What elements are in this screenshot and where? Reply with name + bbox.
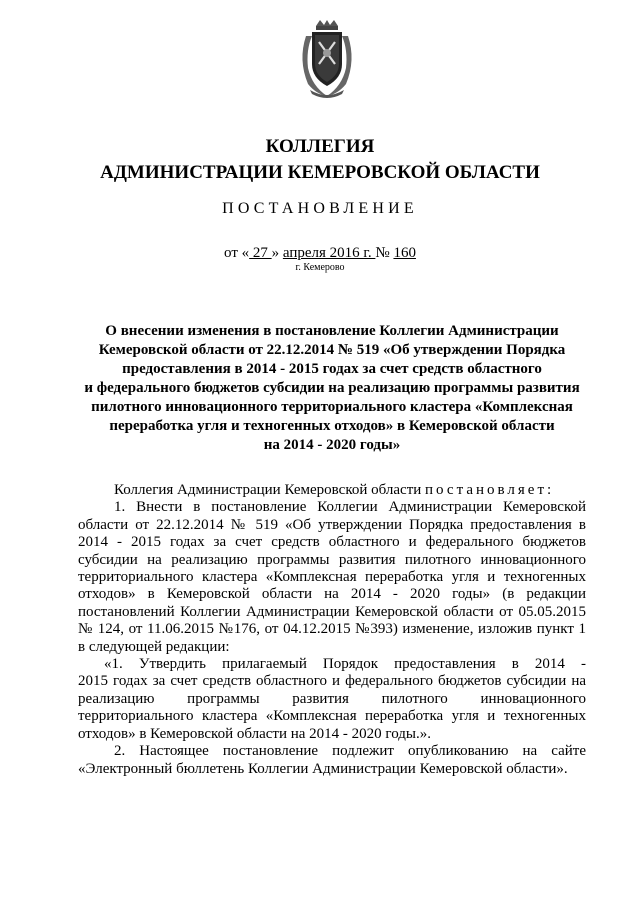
org-name-line1: КОЛЛЕГИЯ xyxy=(265,136,375,157)
title-line: на 2014 - 2020 годы» xyxy=(263,437,401,453)
document-number: 160 xyxy=(393,245,416,261)
intro-verb: постановляет: xyxy=(425,482,555,498)
title-line: предоставления в 2014 - 2015 годах за счет средств областного xyxy=(122,361,542,377)
paragraph-line: «Электронный бюллетень Коллегии Администрации Кемеровской области». xyxy=(78,760,568,777)
paragraph-line: 2015 годах за счет средств областного и федерального бюджетов субсидии на xyxy=(78,673,586,690)
title-line: О внесении изменения в постановление Коллегии Администрации xyxy=(105,323,559,339)
paragraph-line: постановлений Коллегии Администрации Кемеровской области от 05.05.2015 xyxy=(78,603,586,620)
coat-of-arms-icon xyxy=(296,20,358,100)
paragraph-line: 2. Настоящее постановление подлежит опубликованию на сайте xyxy=(114,743,586,760)
document-title xyxy=(70,322,594,455)
paragraph-line: субсидии на реализацию программы развития пилотного инновационного xyxy=(78,551,586,568)
date-prefix: от « xyxy=(224,245,250,261)
paragraph-line: отходов» в Кемеровской области на 2014 - 2020 годы.». xyxy=(78,725,431,742)
document-type: ПОСТАНОВЛЕНИЕ xyxy=(222,200,418,217)
document-body xyxy=(78,482,586,778)
intro-text: Коллегия Администрации Кемеровской области xyxy=(114,482,426,498)
paragraph-1 xyxy=(78,499,586,656)
date-mid: » xyxy=(271,245,283,261)
paragraph-line: в следующей редакции: xyxy=(78,638,230,655)
paragraph-line: «1. Утвердить прилагаемый Порядок предоставления в 2014 - xyxy=(104,656,586,673)
quoted-paragraph xyxy=(78,656,586,743)
date-day: 27 xyxy=(249,245,272,261)
title-line: и федерального бюджетов субсидии на реализацию программы развития xyxy=(84,380,580,396)
city: г. Кемерово xyxy=(295,262,345,273)
paragraph-line: реализацию программы развития пилотного инновационного xyxy=(78,690,586,707)
paragraph-line: отходов» в Кемеровской области на 2014 - 2020 годы» (в редакции xyxy=(78,586,586,603)
paragraph-line: 1. Внести в постановление Коллегии Администрации Кемеровской xyxy=(114,499,586,516)
number-sign: № xyxy=(375,245,394,261)
org-name-line2: АДМИНИСТРАЦИИ КЕМЕРОВСКОЙ ОБЛАСТИ xyxy=(100,162,540,183)
paragraph-line: территориального кластера «Комплексная переработка угля и техногенных xyxy=(78,708,586,725)
title-line: Кемеровской области от 22.12.2014 № 519 «Об утверждении Порядка xyxy=(98,342,566,358)
paragraph-line: № 124, от 11.06.2015 №176, от 04.12.2015 №393) изменение, изложив пункт 1 xyxy=(78,621,586,638)
title-line: пилотного инновационного территориального кластера «Комплексная xyxy=(91,399,573,415)
paragraph-line: области от 22.12.2014 № 519 «Об утверждении Порядка предоставления в xyxy=(78,516,586,533)
intro-paragraph xyxy=(78,482,586,499)
paragraph-2 xyxy=(78,743,586,778)
title-line: переработка угля и техногенных отходов» в Кемеровской области xyxy=(109,418,555,434)
date-month-year: апреля 2016 г. xyxy=(282,245,376,261)
paragraph-line: территориального кластера «Комплексная переработка угля и техногенных xyxy=(78,569,586,586)
date-number-line xyxy=(0,245,640,262)
paragraph-line: 2014 - 2015 годах за счет средств областного и федерального бюджетов xyxy=(78,534,586,551)
